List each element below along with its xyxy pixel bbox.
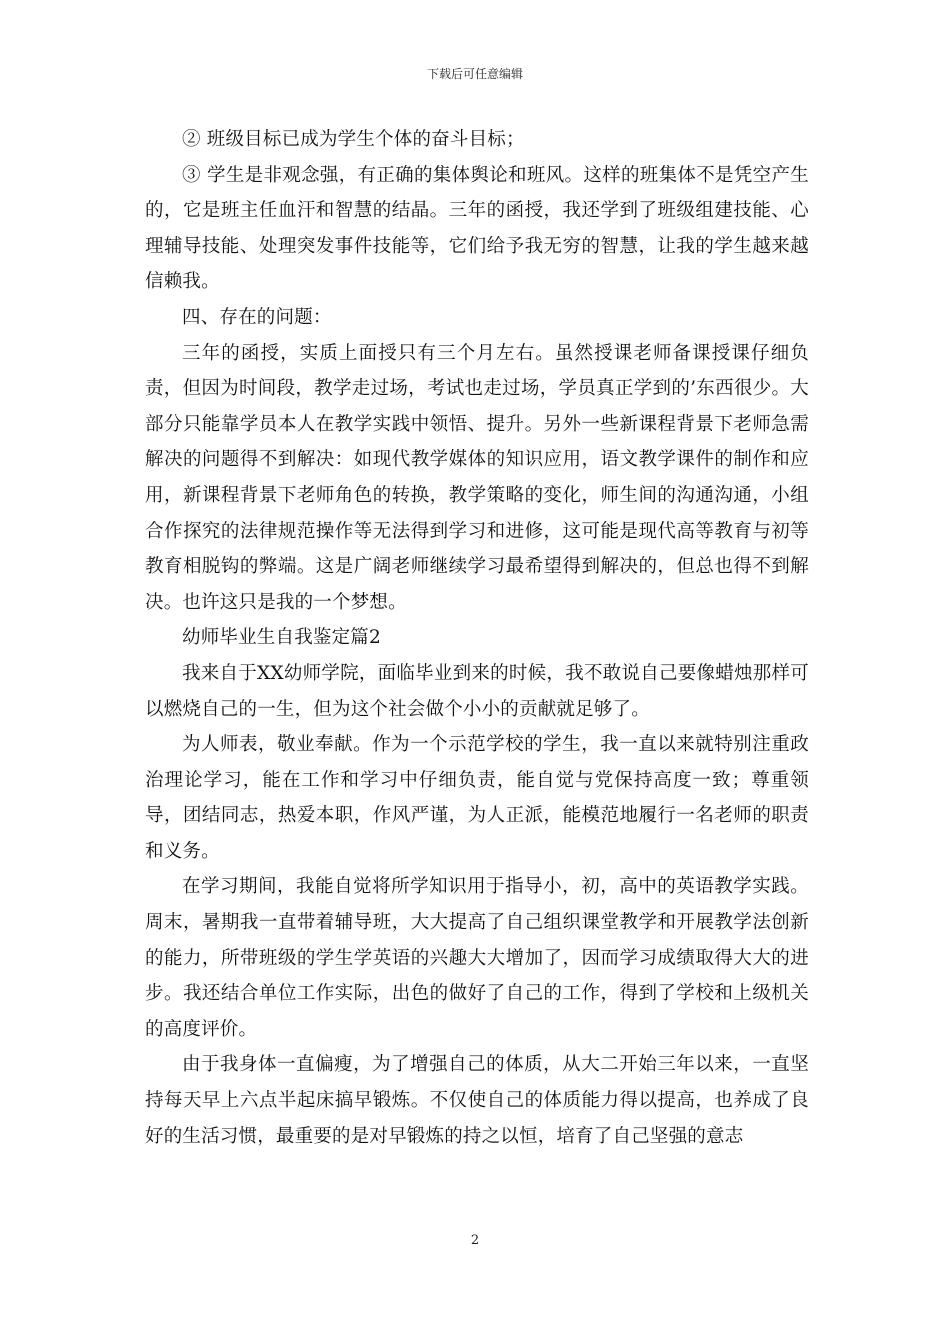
paragraph-class-goal: ② 班级目标已成为学生个体的奋斗目标； — [182, 129, 525, 150]
paragraph-problems: 三年的函授，实质上面授只有三个月左右。虽然授课老师备课授课仔细负责，但因为时间段，教学走过场，考试也走过场，学员真正学到的’东西很少。大部分只能靠学员本人在教学实践中领悟、提升。另外一些新课程背景下老师急需解决的问题得不到解决：如现代教学媒体的知识应用，语文教学课件的制作和应用，新课程背景下老师角色的转换，教学策略的变化，师生间的沟通沟通，小组合作探究的法律规范操作等无法得到学习和进修，这可能是现代高等教育与初等教育相脱钩的弊端。这是广阔老师继续学习最希望得到解决的，但总也得不到解决。也许这只是我的一个梦想。 — [145, 342, 809, 613]
section-heading-problems: 四、存在的问题： — [182, 306, 332, 328]
paragraph-exercise: 由于我身体一直偏瘦，为了增强自己的体质，从大二开始三年以来，一直坚持每天早上六点半起床搞早锻炼。不仅使自己的体质能力得以提高，也养成了良好的生活习惯，最重要的是对早锻炼的持之以恒，培育了自己坚强的意志 — [145, 1054, 809, 1147]
document-body — [145, 122, 809, 1154]
paragraph-intro: 我来自于XX幼师学院，面临毕业到来的时候，我不敢说自己要像蜡烛那样可以燃烧自己的一生，但为这个社会做个小小的贡献就足够了。 — [145, 662, 809, 720]
page-number: 2 — [470, 1233, 480, 1248]
paragraph-study: 在学习期间，我能自觉将所学知识用于指导小，初，高中的英语教学实践。周末，暑期我一直带着辅导班，大大提高了自己组织课堂教学和开展教学法创新的能力，所带班级的学生学英语的兴趣大大增加了，因而学习成绩取得大大的进步。我还结合单位工作实际，出色的做好了自己的工作，得到了学校和上级机关的高度评价。 — [145, 876, 809, 1040]
paragraph-dedication: 为人师表，敬业奉献。作为一个示范学校的学生，我一直以来就特别注重政治理论学习，能在工作和学习中仔细负责，能自觉与党保持高度一致；尊重领导，团结同志，热爱本职，作风严谨，为人正派，能模范地履行一名老师的职责和义务。 — [145, 734, 809, 862]
page-header: 下载后可任意编辑 — [426, 67, 523, 81]
article-title-part-2: 幼师毕业生自我鉴定篇2 — [182, 627, 381, 649]
paragraph-class-atmosphere: ③ 学生是非观念强，有正确的集体舆论和班风。这样的班集体不是凭空产生的，它是班主任血汗和智慧的结晶。三年的函授，我还学到了班级组建技能、心理辅导技能、处理突发事件技能等，它们给予我无穷的智慧，让我的学生越来越信赖我。 — [145, 164, 809, 293]
